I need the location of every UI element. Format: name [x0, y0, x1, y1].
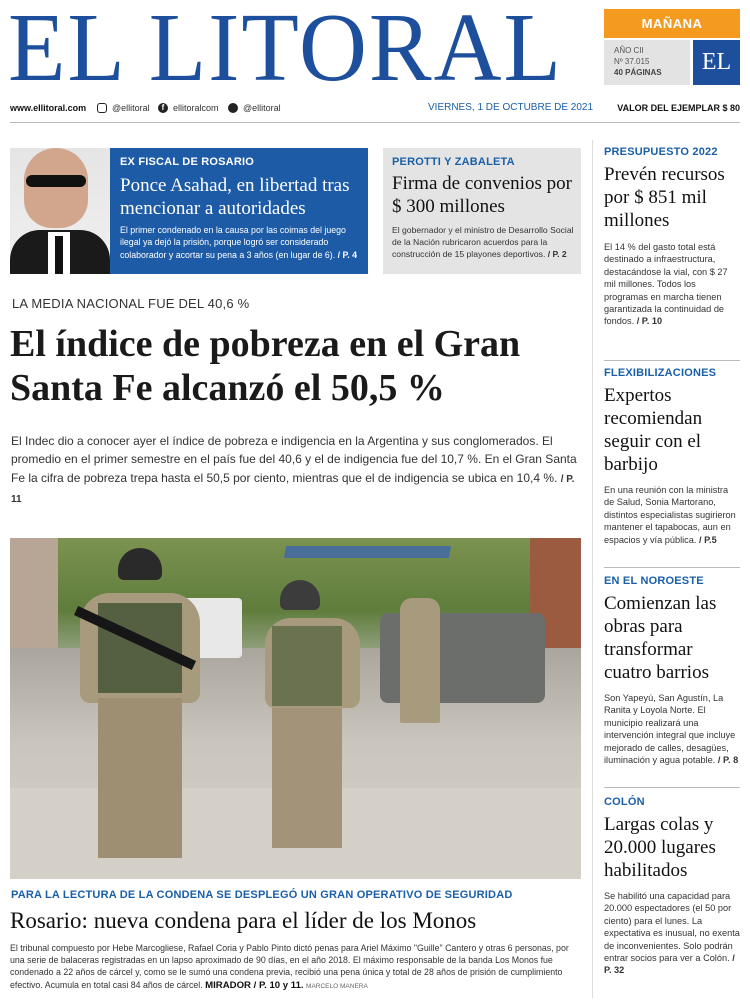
issue-date: VIERNES, 1 DE OCTUBRE DE 2021 — [428, 102, 594, 113]
instagram-icon — [97, 103, 107, 113]
teaser2-page-ref: / P. 2 — [547, 249, 567, 260]
sidebar-body-text: En una reunión con la ministra de Salud, Sonia Martorano, distintos especialistas sugirieron mantener el tapabocas, aun en espacios y vía pública. — [604, 485, 736, 545]
sidebar-rule-2 — [604, 567, 740, 568]
facebook-handle[interactable]: ellitoralcom — [173, 103, 219, 113]
photo-bus-shelter — [284, 546, 451, 558]
sidebar-divider — [592, 140, 593, 998]
sidebar-title: Largas colas y 20.000 lugares habilitados — [604, 814, 716, 881]
edition-badge: MAÑANA — [604, 9, 740, 38]
sidebar-kicker: PRESUPUESTO 2022 — [604, 146, 718, 158]
sidebar-title: Comienzan las obras para transformar cuatro barrios — [604, 593, 717, 683]
sidebar-body-text: El 14 % del gasto total está destinado a infraestructura, destacándose la vial, con $ 27 mil millones. Todos los programas en marcha tienen garantizada la continuidad de fondos. — [604, 242, 728, 327]
teaser2-body — [392, 224, 578, 261]
portrait-head — [24, 148, 88, 228]
lead-headline-line1[interactable]: El índice de pobreza en el Gran — [10, 323, 521, 365]
photo-body-text: El tribunal compuesto por Hebe Marcogliese, Rafael Coria y Pablo Pinto dictó penas para Ariel Máximo "Guille" Cantero y otras 6 personas, por una serie de balaceras registradas en un lapso aproximado de 90 días, en el año 2018. El máximo responsable de la banda Los Monos fue condenado a 22 años de cárcel y, como se le sumó una condena previa, recibió una pena única y total de 28 años de prisión de cumplimiento efectivo. Acumula en total casi 84 años de cárcel. — [10, 943, 569, 990]
lead-kicker: LA MEDIA NACIONAL FUE DEL 40,6 % — [12, 296, 250, 311]
lead-body-text: El Indec dio a conocer ayer el índice de pobreza e indigencia en la Argentina y sus conglomerados. El promedio en el primer semestre en el país fue del 40,6 y el de indigencia fue del 10,7 %. En el Gran Santa Fe la cifra de pobreza trepa hasta el 50,5 por ciento, mientras que el de indigencia se ubica en 10,4 %. — [11, 434, 577, 485]
sidebar-page-ref: / P. 10 — [636, 316, 663, 327]
sidebar-title: Expertos recomiendan seguir con el barbijo — [604, 385, 703, 475]
teaser2-kicker: PEROTTI Y ZABALETA — [392, 156, 515, 168]
issue-number: Nº 37.015 — [614, 57, 650, 66]
teaser2-title: Firma de convenios por $ 300 millones — [392, 173, 572, 217]
sidebar-body — [604, 692, 740, 766]
teaser2-body-text: El gobernador y el ministro de Desarrollo Social de la Nación rubricaron acuerdos para la construcción de 15 playones deportivos. — [392, 225, 574, 260]
photo-kicker: PARA LA LECTURA DE LA CONDENA SE DESPLEGÓ UN GRAN OPERATIVO DE SEGURIDAD — [11, 889, 513, 901]
teaser-kicker: EX FISCAL DE ROSARIO — [120, 156, 254, 168]
sidebar-body — [604, 890, 740, 977]
info-bar — [10, 101, 740, 115]
sidebar-page-ref: / P. 32 — [604, 953, 735, 976]
sidebar-story-presupuesto[interactable] — [604, 146, 740, 328]
sidebar-title: Prevén recursos por $ 851 mil millones — [604, 164, 725, 231]
el-logo: EL — [693, 40, 740, 85]
issue-info — [604, 40, 690, 85]
twitter-icon — [228, 103, 238, 113]
twitter-handle[interactable]: @ellitoral — [243, 103, 281, 113]
sidebar-story-barbijo[interactable] — [604, 367, 740, 546]
soldier-3-figure — [400, 598, 440, 723]
website-link[interactable]: www.ellitoral.com — [10, 103, 87, 113]
teaser-body-text: El primer condenado en la causa por las coimas del juego ilegal ya dejó la prisión, porque logró ser considerado colaborador y acortar su pena a 3 años (en lugar de 6). — [120, 225, 346, 260]
instagram-handle[interactable]: @ellitoral — [112, 103, 150, 113]
sidebar-story-noroeste[interactable] — [604, 575, 740, 766]
masthead-title: EL LITORAL — [8, 0, 563, 102]
teaser-body — [120, 224, 366, 261]
sidebar-body-text: Se habilitó una capacidad para 20.000 espectadores (el 50 por ciento) para el lunes. La expectativa es inusual, no exenta de inconvenientes. Solo podrán entrar socios para ver a Colón. — [604, 891, 740, 964]
teaser-page-ref: / P. 4 — [337, 249, 358, 260]
info-bar-divider — [10, 122, 740, 123]
sidebar-rule-1 — [604, 360, 740, 361]
sidebar-kicker: EN EL NOROESTE — [604, 575, 704, 587]
photo-page-ref: MIRADOR / P. 10 y 11. — [205, 979, 304, 991]
soldier-1-legs — [98, 698, 182, 858]
sidebar-body — [604, 484, 740, 546]
lead-body — [11, 432, 581, 509]
sidebar-body-text: Son Yapeyú, San Agustín, La Ranita y Loyola Norte. El municipio realizará una intervención integral que incluye mejorado de calles, desagües, iluminación y agua potable. — [604, 693, 736, 766]
portrait-tie — [55, 236, 63, 274]
teaser-box-ponce-asahad[interactable] — [10, 148, 368, 274]
sidebar-story-colon[interactable] — [604, 796, 740, 977]
soldier-2-legs — [272, 708, 342, 848]
sidebar-rule-3 — [604, 787, 740, 788]
sidebar-page-ref: / P. 8 — [717, 755, 739, 766]
teaser-box-convenios[interactable] — [383, 148, 581, 274]
main-photo[interactable] — [10, 538, 581, 879]
teaser-title: Ponce Asahad, en libertad tras mencionar a autoridades — [120, 175, 350, 219]
issue-price: VALOR DEL EJEMPLAR $ 80 — [617, 103, 740, 113]
sidebar-kicker: FLEXIBILIZACIONES — [604, 367, 717, 379]
lead-headline-line2[interactable]: Santa Fe alcanzó el 50,5 % — [10, 367, 445, 409]
lead-page-ref: / P. 11 — [11, 473, 575, 505]
sidebar-body — [604, 241, 740, 328]
photo-headline[interactable]: Rosario: nueva condena para el líder de los Monos — [10, 908, 477, 933]
issue-year: AÑO CII — [614, 46, 644, 55]
soldier-2-vest — [272, 626, 342, 706]
sunglasses-shape — [26, 175, 86, 187]
sidebar-kicker: COLÓN — [604, 796, 645, 808]
photo-body — [10, 942, 582, 993]
facebook-icon: f — [158, 103, 168, 113]
issue-pages: 40 PÁGINAS — [614, 68, 662, 77]
photo-credit: MARCELO MANERA — [306, 982, 368, 990]
teaser-photo — [10, 148, 110, 274]
sidebar-page-ref: / P.5 — [699, 534, 717, 545]
